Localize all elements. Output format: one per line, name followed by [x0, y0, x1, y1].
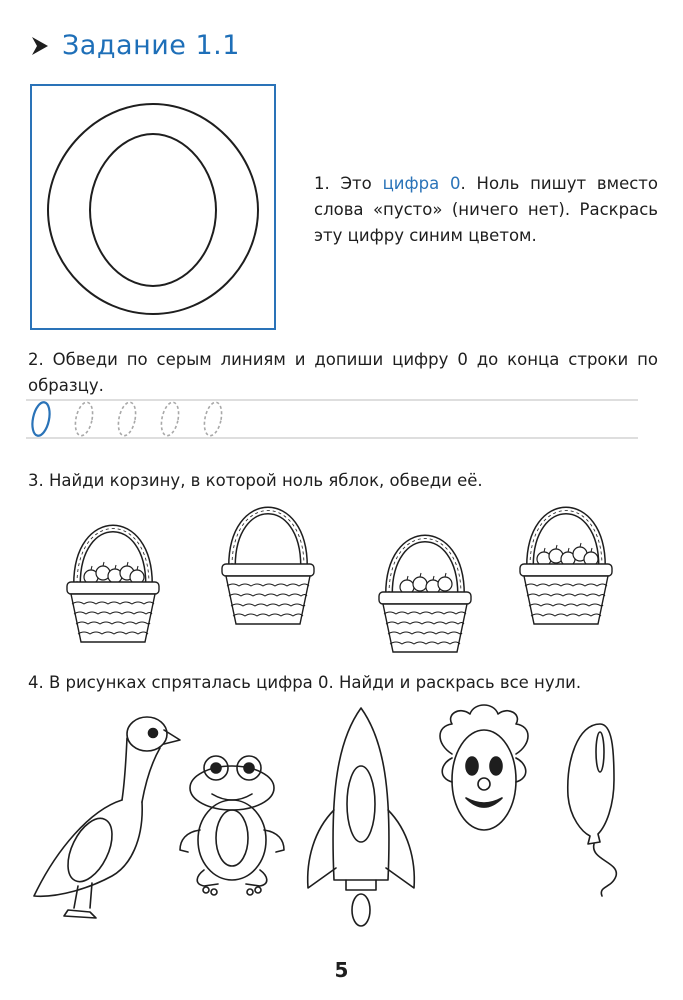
sample-zero: [30, 401, 53, 438]
task-title: Задание 1.1: [62, 30, 240, 61]
writing-practice-line[interactable]: [26, 396, 640, 442]
basket-2-empty: [222, 511, 314, 625]
rocket-icon: [308, 708, 415, 926]
trace-zero-1: [73, 401, 96, 438]
basket-3: [379, 539, 471, 653]
task-4-text: 4. В рисунках спряталась цифра 0. Найди и раскрась все нули.: [28, 673, 582, 692]
balloon-icon: [568, 724, 617, 896]
task-1-lead: 1. Это: [314, 174, 383, 193]
trace-zero-4: [202, 401, 225, 438]
goose-icon: [34, 717, 180, 918]
big-zero-outline[interactable]: [32, 86, 274, 328]
trace-zero-2: [116, 401, 139, 438]
task-2-text: 2. Обведи по серым линиям и допиши цифру 0 до конца строки по образцу.: [28, 350, 658, 395]
zero-coloring-frame[interactable]: [30, 84, 276, 330]
frog-icon: [180, 756, 284, 895]
clown-icon: [440, 705, 528, 830]
trace-zero-3: [159, 401, 182, 438]
basket-4: [520, 511, 612, 625]
task-3-text: 3. Найди корзину, в которой ноль яблок, обведи её.: [28, 471, 483, 490]
basket-1: [67, 529, 159, 643]
page-number: 5: [334, 958, 349, 982]
balloon-zero: [596, 732, 604, 772]
rocket-zero: [347, 766, 375, 842]
hidden-zeros-pictures: [0, 700, 683, 950]
arrow-marker-icon: [28, 34, 52, 58]
task-header: [28, 30, 240, 61]
task-1-highlight: цифра 0: [382, 174, 461, 193]
task-1-text: [314, 171, 658, 249]
frog-zero: [216, 810, 248, 866]
task-1-rest: . Ноль пишут вместо слова «пусто» (ничего нет). Раскрась эту цифру синим цветом.: [314, 174, 659, 245]
baskets-row: [0, 500, 683, 660]
